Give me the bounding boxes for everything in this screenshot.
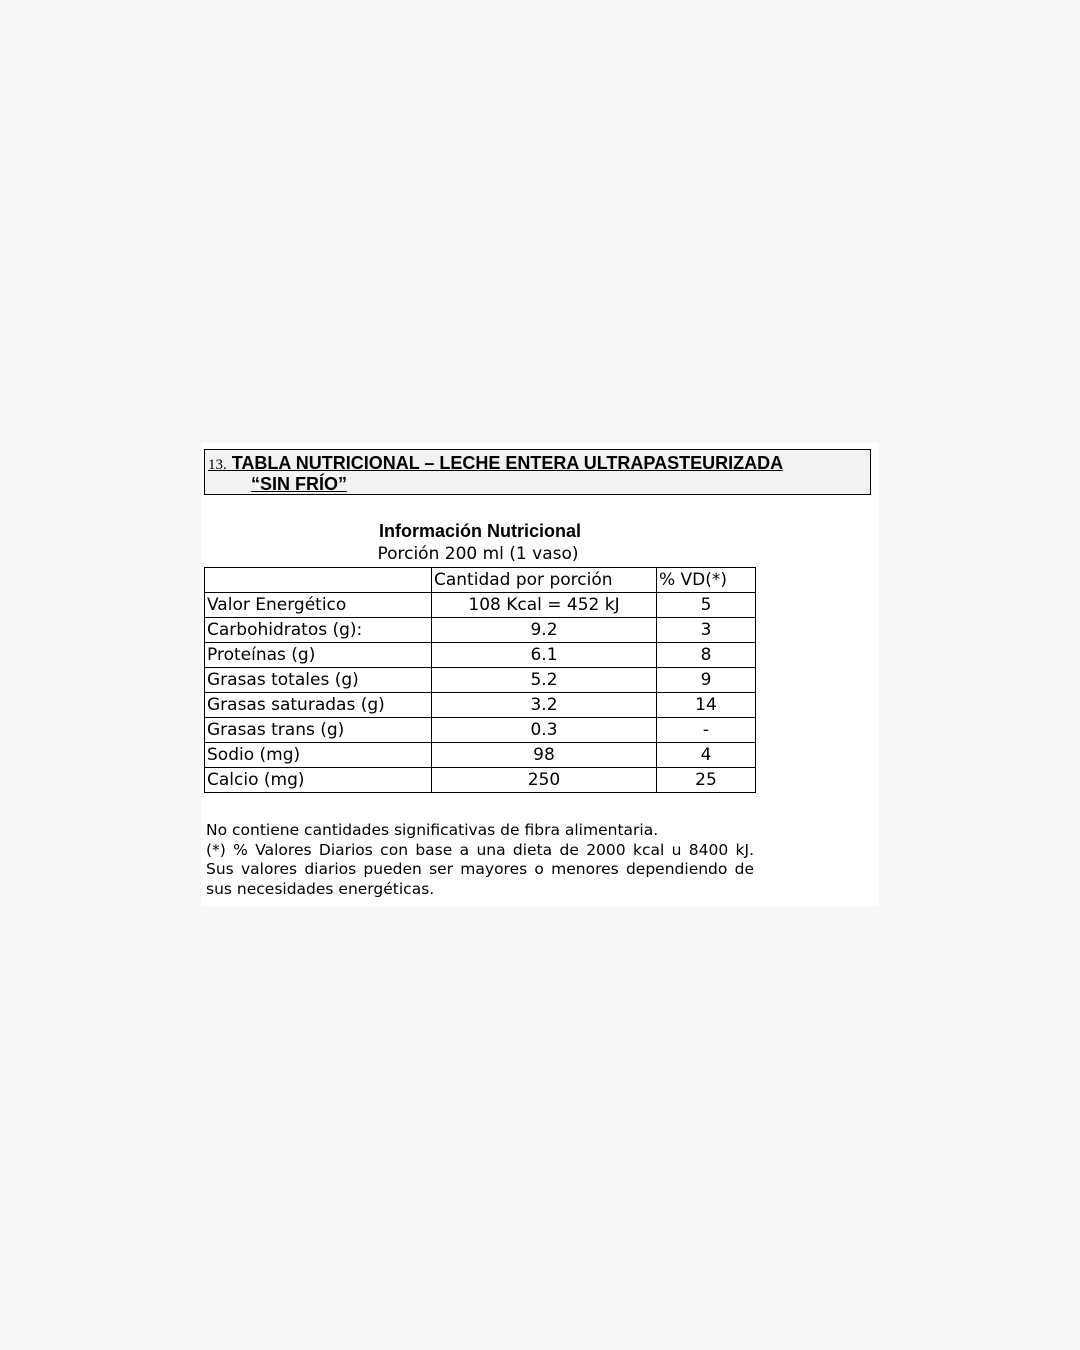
table-row bbox=[205, 743, 756, 768]
nutrient-amount: 6.1 bbox=[432, 643, 657, 668]
section-heading-line1 bbox=[208, 453, 783, 474]
nutrient-amount: 108 Kcal = 452 kJ bbox=[432, 593, 657, 618]
nutrition-table bbox=[204, 567, 756, 793]
nutrient-name: Calcio (mg) bbox=[205, 768, 432, 793]
nutrient-amount: 98 bbox=[432, 743, 657, 768]
footnotes bbox=[206, 821, 754, 899]
nutrient-name: Grasas totales (g) bbox=[205, 668, 432, 693]
footnote-variation: Sus valores diarios pueden ser mayores o menores dependiendo de bbox=[206, 860, 754, 878]
nutrient-name: Sodio (mg) bbox=[205, 743, 432, 768]
footnote-fiber: No contiene cantidades significativas de fibra alimentaria. bbox=[206, 821, 659, 839]
table-row bbox=[205, 643, 756, 668]
table-header-row bbox=[205, 568, 756, 593]
table-row bbox=[205, 618, 756, 643]
footnote-daily-values: (*) % Valores Diarios con base a una dieta de 2000 kcal u 8400 kJ. bbox=[206, 840, 754, 859]
nutrient-name: Valor Energético bbox=[205, 593, 432, 618]
table-row bbox=[205, 718, 756, 743]
section-subtitle: “SIN FRÍO” bbox=[251, 474, 348, 494]
nutrient-name: Proteínas (g) bbox=[205, 643, 432, 668]
nutrient-vd: 5 bbox=[657, 593, 756, 618]
section-heading-box bbox=[204, 449, 871, 495]
nutrient-vd: 14 bbox=[657, 693, 756, 718]
section-number: 13. bbox=[208, 457, 227, 473]
nutrient-name: Grasas saturadas (g) bbox=[205, 693, 432, 718]
nutrition-info-title-text: Información Nutricional bbox=[378, 521, 582, 541]
nutrient-amount: 0.3 bbox=[432, 718, 657, 743]
nutrient-amount: 5.2 bbox=[432, 668, 657, 693]
footnote-energy-needs: sus necesidades energéticas. bbox=[206, 879, 435, 898]
table-row bbox=[205, 693, 756, 718]
nutrient-vd: 4 bbox=[657, 743, 756, 768]
table-row bbox=[205, 668, 756, 693]
document-page bbox=[201, 443, 879, 906]
nutrient-vd: - bbox=[657, 718, 756, 743]
nutrient-name: Grasas trans (g) bbox=[205, 718, 432, 743]
header-cell-amount: Cantidad por porción bbox=[432, 568, 657, 593]
nutrition-info-title bbox=[201, 521, 755, 542]
section-title: TABLA NUTRICIONAL – LECHE ENTERA ULTRAPASTEURIZADA bbox=[231, 453, 784, 473]
table-row bbox=[205, 768, 756, 793]
nutrient-vd: 25 bbox=[657, 768, 756, 793]
nutrient-amount: 250 bbox=[432, 768, 657, 793]
nutrient-vd: 3 bbox=[657, 618, 756, 643]
nutrient-vd: 8 bbox=[657, 643, 756, 668]
nutrient-name: Carbohidratos (g): bbox=[205, 618, 432, 643]
nutrient-amount: 3.2 bbox=[432, 693, 657, 718]
header-cell-vd: % VD(*) bbox=[657, 568, 756, 593]
portion-label: Porción 200 ml (1 vaso) bbox=[377, 544, 579, 564]
header-cell-empty bbox=[205, 568, 432, 593]
nutrient-vd: 9 bbox=[657, 668, 756, 693]
table-row bbox=[205, 593, 756, 618]
nutrient-amount: 9.2 bbox=[432, 618, 657, 643]
